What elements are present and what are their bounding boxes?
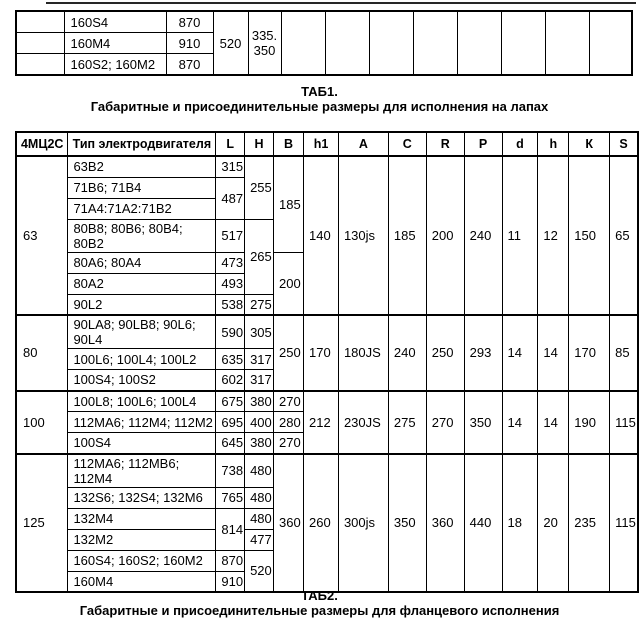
cell-l: 645 [216,433,245,454]
type-cell: 160M4 [68,571,216,592]
cell-h1: 140 [304,156,339,315]
empty-cell [325,11,369,75]
cell-d: 18 [502,454,538,593]
type-cell: 90LA8; 90LB8; 90L6; 90L4 [68,315,216,349]
cell-l: 765 [216,487,245,508]
cell-d: 14 [502,315,538,391]
cell-l: 870 [166,11,213,33]
tab1-caption [0,84,639,114]
cell-c: 240 [388,315,426,391]
header-cell-c: C [388,132,426,156]
cell-r: 250 [426,315,464,391]
cell-b: 270 [274,391,304,412]
cell-b: 250 [274,315,304,391]
tab2-subtitle: Габаритные и присоединительные размеры для фланцевого исполнения [79,603,560,618]
tab2-table [15,131,639,593]
tab1-subtitle: Габаритные и присоединительные размеры для исполнения на лапах [90,99,549,114]
header-cell-d: d [502,132,538,156]
cell-r: 360 [426,454,464,593]
tab1-title: ТАБ1. [301,84,338,99]
cell-p: 350 [464,391,502,454]
type-cell: 160S2; 160M2 [64,54,166,76]
group-cell: 100 [16,391,68,454]
type-cell: 80A6; 80A4 [68,252,216,273]
table-row [16,11,632,33]
type-cell: 112MA6; 112MB6; 112M4 [68,454,216,488]
cell-h: 520 [245,550,274,592]
header-cell-4mc2s: 4МЦ2С [16,132,68,156]
cell-a: 180JS [338,315,388,391]
cell-h1: 170 [304,315,339,391]
type-cell: 132S6; 132S4; 132M6 [68,487,216,508]
cell-l: 695 [216,412,245,433]
cell-h: 480 [245,454,274,488]
cell-s: 85 [610,315,638,391]
empty-cell [281,11,325,75]
cell-l: 493 [216,273,245,294]
header-cell-type: Тип электродвигателя [68,132,216,156]
tab2-caption [0,588,639,618]
cutoff-row-border [46,2,636,4]
cell-h: 400 [245,412,274,433]
cell-h: 477 [245,529,274,550]
cell-b: 200 [274,252,304,315]
cell-h1: 260 [304,454,339,593]
table-row [16,315,638,349]
type-cell: 71A4:71A2:71B2 [68,198,216,219]
cell-h: 275 [245,294,274,315]
cell-h-merged: 520 [213,11,248,75]
type-cell: 80B8; 80B6; 80B4; 80B2 [68,219,216,252]
cell-l: 738 [216,454,245,488]
cell-d: 11 [502,156,538,315]
type-cell: 100S4; 100S2 [68,370,216,391]
cell-p: 293 [464,315,502,391]
cell-a: 130js [338,156,388,315]
type-cell: 160M4 [64,33,166,54]
empty-cell [16,54,64,76]
cell-l: 675 [216,391,245,412]
cell-l: 635 [216,349,245,370]
cell-l: 814 [216,508,245,550]
empty-cell [457,11,501,75]
cell-s: 65 [610,156,638,315]
cell-l: 870 [216,550,245,571]
type-cell: 100S4 [68,433,216,454]
header-cell-b: B [274,132,304,156]
tab1-table [15,10,633,76]
table-row [16,454,638,488]
cell-h: 265 [245,219,274,294]
cell-k: 235 [569,454,610,593]
type-cell: 71B6; 71B4 [68,177,216,198]
cell-l: 602 [216,370,245,391]
cell-a: 300js [338,454,388,593]
table-row [16,391,638,412]
group-cell: 125 [16,454,68,593]
cell-h: 317 [245,370,274,391]
type-cell: 100L8; 100L6; 100L4 [68,391,216,412]
cell-h: 380 [245,391,274,412]
type-cell: 160S4 [64,11,166,33]
cell-b: 185 [274,156,304,252]
cell-s: 115 [610,454,638,593]
cell-hsmall: 14 [538,391,569,454]
header-cell-h: H [245,132,274,156]
cell-l: 517 [216,219,245,252]
cell-l: 870 [166,54,213,76]
cell-s: 115 [610,391,638,454]
cell-h: 480 [245,508,274,529]
table-row [16,156,638,177]
empty-cell [16,11,64,33]
empty-cell [589,11,632,75]
header-cell-r: R [426,132,464,156]
cell-b-line1: 335. [251,28,278,43]
cell-l: 473 [216,252,245,273]
type-cell: 132M2 [68,529,216,550]
empty-cell [16,33,64,54]
cell-b-line2: 350 [253,43,276,58]
header-cell-k: К [569,132,610,156]
cell-k: 150 [569,156,610,315]
group-cell: 63 [16,156,68,315]
cell-p: 240 [464,156,502,315]
cell-a: 230JS [338,391,388,454]
cell-c: 185 [388,156,426,315]
cell-h: 380 [245,433,274,454]
type-cell: 63B2 [68,156,216,177]
cell-h: 255 [245,156,274,219]
type-cell: 112MA6; 112M4; 112M2 [68,412,216,433]
cell-l: 315 [216,156,245,177]
type-cell: 90L2 [68,294,216,315]
header-cell-l: L [216,132,245,156]
cell-p: 440 [464,454,502,593]
type-cell: 160S4; 160S2; 160M2 [68,550,216,571]
tab2-title: ТАБ2. [301,588,338,603]
cell-l: 910 [166,33,213,54]
cell-b: 360 [274,454,304,593]
group-cell: 80 [16,315,68,391]
cell-hsmall: 14 [538,315,569,391]
cell-h1: 212 [304,391,339,454]
cell-k: 170 [569,315,610,391]
type-cell: 100L6; 100L4; 100L2 [68,349,216,370]
cell-h: 317 [245,349,274,370]
cell-b: 280 [274,412,304,433]
cell-l: 590 [216,315,245,349]
empty-cell [501,11,545,75]
cell-k: 190 [569,391,610,454]
cell-c: 350 [388,454,426,593]
type-cell: 132M4 [68,508,216,529]
cell-hsmall: 20 [538,454,569,593]
cell-b: 270 [274,433,304,454]
header-cell-s: S [610,132,638,156]
cell-h: 480 [245,487,274,508]
header-cell-h1: h1 [304,132,339,156]
header-row [16,132,638,156]
cell-l: 538 [216,294,245,315]
cell-h: 305 [245,315,274,349]
empty-cell [369,11,413,75]
cell-b-merged [248,11,281,75]
cell-hsmall: 12 [538,156,569,315]
header-cell-p: P [464,132,502,156]
cell-r: 200 [426,156,464,315]
header-cell-hsmall: h [538,132,569,156]
empty-cell [413,11,457,75]
header-cell-a: A [338,132,388,156]
empty-cell [545,11,589,75]
cell-r: 270 [426,391,464,454]
cell-l: 910 [216,571,245,592]
cell-c: 275 [388,391,426,454]
cell-d: 14 [502,391,538,454]
type-cell: 80A2 [68,273,216,294]
cell-l: 487 [216,177,245,219]
